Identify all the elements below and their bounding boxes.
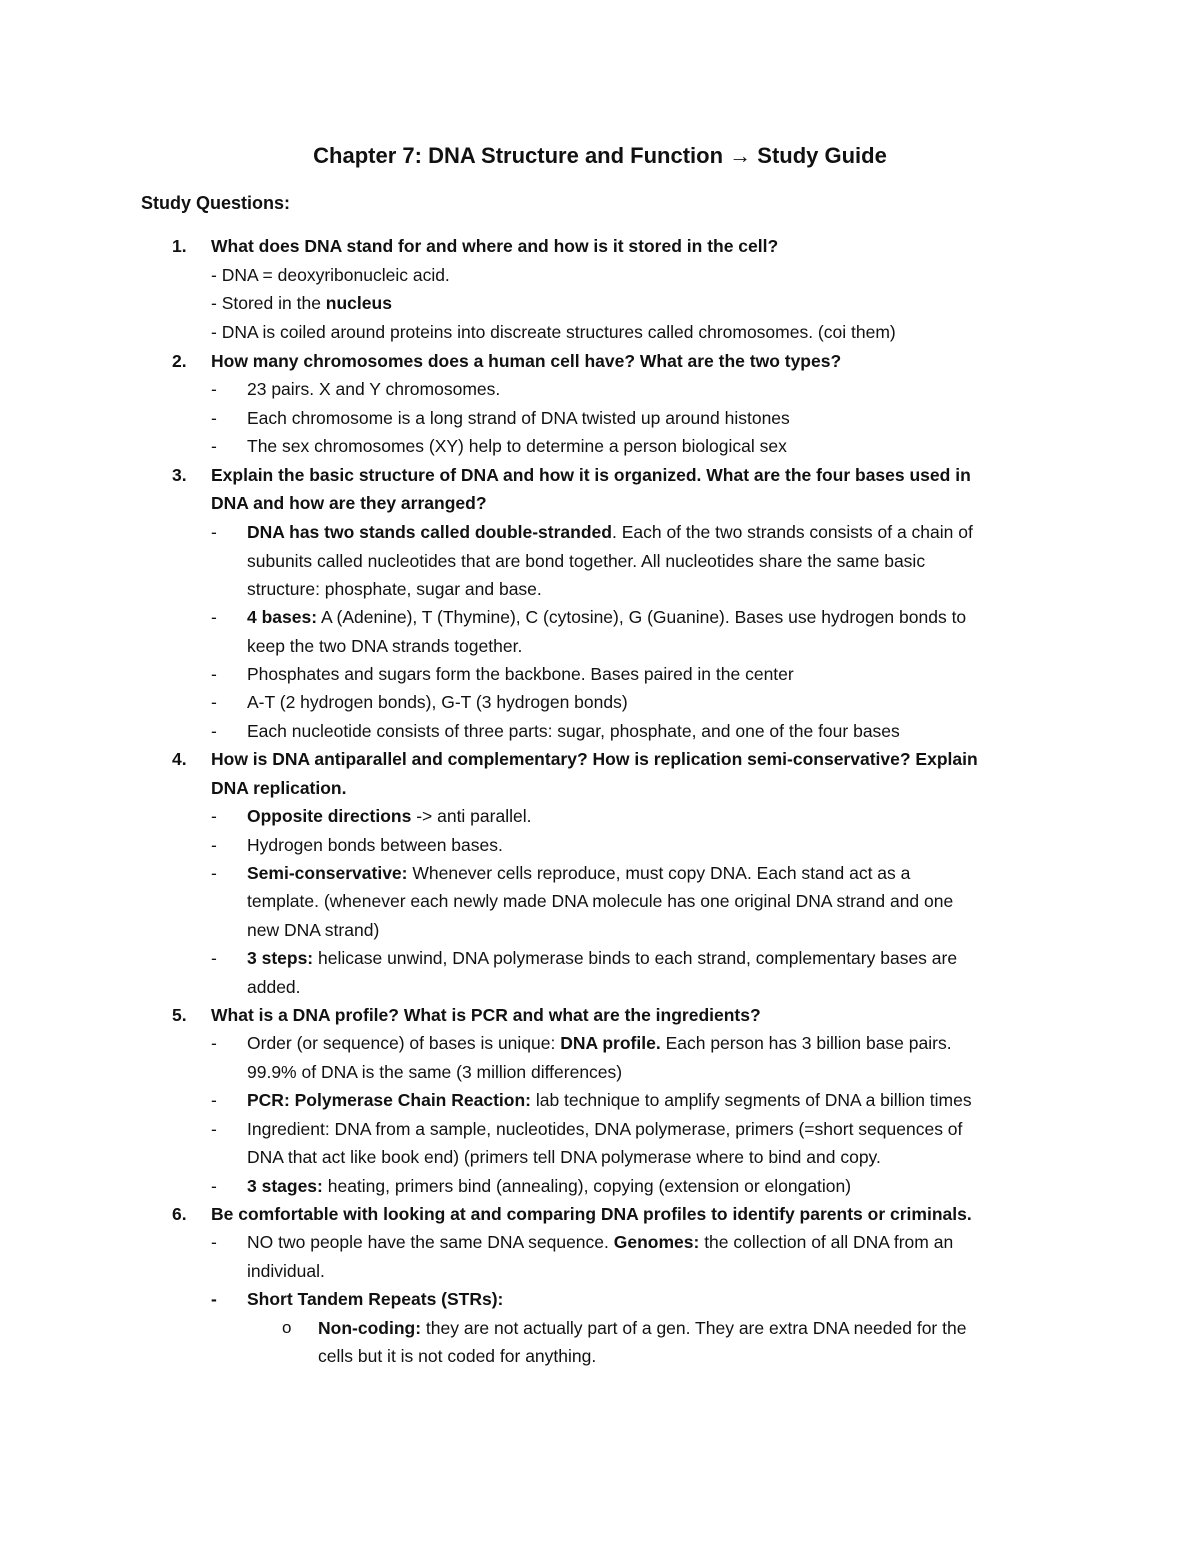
- answer-line: The sex chromosomes (XY) help to determine a person biological sex: [247, 436, 787, 456]
- answer-emphasis: PCR: Polymerase Chain Reaction:: [247, 1090, 531, 1110]
- answer-line: [211, 290, 392, 316]
- answer-line: Hydrogen bonds between bases.: [247, 835, 503, 855]
- dash-bullet: -: [211, 1090, 217, 1110]
- answer-line: keep the two DNA strands together.: [247, 636, 523, 656]
- answer-text: Each person has 3 billion base pairs.: [660, 1033, 952, 1053]
- answer-emphasis: Genomes:: [613, 1232, 700, 1252]
- dash-bullet: -: [211, 1033, 217, 1053]
- page-title: Chapter 7: DNA Structure and Function → Study Guide: [313, 143, 887, 168]
- answer-line: 99.9% of DNA is the same (3 million differences): [247, 1062, 623, 1082]
- answer-text: NO two people have the same DNA sequence.: [247, 1232, 614, 1252]
- dash-bullet: -: [211, 806, 217, 826]
- dash-bullet: -: [211, 379, 217, 399]
- answer-line: subunits called nucleotides that are bond together. All nucleotides share the same basic: [247, 551, 926, 571]
- answer-text: lab technique to amplify segments of DNA a billion times: [530, 1090, 972, 1110]
- question-1: What does DNA stand for and where and how is it stored in the cell?: [211, 236, 779, 256]
- answer-line: [247, 803, 531, 829]
- question-number: 1.: [172, 236, 187, 256]
- answer-line: new DNA strand): [247, 920, 380, 940]
- dash-bullet: -: [211, 408, 217, 428]
- answer-emphasis: nucleus: [325, 293, 392, 313]
- answer-text: helicase unwind, DNA polymerase binds to each strand, complementary bases are: [313, 948, 958, 968]
- question-number: 6.: [172, 1204, 187, 1224]
- question-4: How is DNA antiparallel and complementary? How is replication semi-conservative? Explain: [211, 749, 978, 769]
- circle-bullet: o: [282, 1318, 292, 1337]
- answer-line: A-T (2 hydrogen bonds), G-T (3 hydrogen bonds): [247, 692, 628, 712]
- answer-text: Whenever cells reproduce, must copy DNA. Each stand act as a: [407, 863, 911, 883]
- answer-emphasis: 3 stages:: [247, 1176, 323, 1196]
- question-2: How many chromosomes does a human cell have? What are the two types?: [211, 351, 842, 371]
- question-number: 2.: [172, 351, 187, 371]
- answer-line: - DNA is coiled around proteins into discreate structures called chromosomes. (coi them): [211, 322, 896, 342]
- dash-bullet: -: [211, 1176, 217, 1196]
- answer-line: [247, 860, 910, 886]
- answer-line: Ingredient: DNA from a sample, nucleotides, DNA polymerase, primers (=short sequences of: [247, 1119, 963, 1139]
- dash-bullet: -: [211, 1232, 217, 1252]
- question-5: What is a DNA profile? What is PCR and what are the ingredients?: [211, 1005, 761, 1025]
- sub-answer-line: cells but it is not coded for anything.: [318, 1346, 597, 1366]
- answer-line: [247, 1030, 952, 1056]
- answer-text: A (Adenine), T (Thymine), C (cytosine), G (Guanine). Bases use hydrogen bonds to: [317, 607, 967, 627]
- answer-emphasis: Opposite directions: [247, 806, 412, 826]
- answer-text: - Stored in the: [211, 293, 326, 313]
- question-number: 5.: [172, 1005, 187, 1025]
- answer-emphasis: DNA profile.: [560, 1033, 661, 1053]
- dash-bullet: -: [211, 835, 217, 855]
- answer-line: [247, 1286, 503, 1312]
- question-number: 3.: [172, 465, 187, 485]
- answer-line: added.: [247, 977, 301, 997]
- dash-bullet: -: [211, 1119, 217, 1139]
- sub-answer-line: [318, 1315, 966, 1341]
- dash-bullet: -: [211, 692, 217, 712]
- dash-bullet: -: [211, 664, 217, 684]
- answer-line: [247, 1229, 953, 1255]
- question-4-cont: DNA replication.: [211, 778, 347, 798]
- answer-line: [247, 604, 966, 630]
- answer-emphasis: Non-coding:: [318, 1318, 422, 1338]
- answer-line: [247, 945, 957, 971]
- answer-emphasis: 4 bases:: [247, 607, 318, 627]
- answer-line: Phosphates and sugars form the backbone. Bases paired in the center: [247, 664, 794, 684]
- answer-line: 23 pairs. X and Y chromosomes.: [247, 379, 501, 399]
- dash-bullet: -: [211, 721, 217, 741]
- answer-emphasis: 3 steps:: [247, 948, 314, 968]
- answer-text: . Each of the two strands consists of a chain of: [611, 522, 973, 542]
- section-heading: Study Questions:: [141, 193, 291, 213]
- dash-bullet: -: [211, 948, 217, 968]
- answer-emphasis: Semi-conservative:: [247, 863, 408, 883]
- answer-text: Order (or sequence) of bases is unique:: [247, 1033, 561, 1053]
- dash-bullet: -: [211, 436, 217, 456]
- answer-line: individual.: [247, 1261, 325, 1281]
- answer-text: the collection of all DNA from an: [699, 1232, 954, 1252]
- question-6: Be comfortable with looking at and comparing DNA profiles to identify parents or criminals.: [211, 1204, 972, 1224]
- dash-bullet: -: [211, 607, 217, 627]
- answer-line: [247, 519, 973, 545]
- answer-line: [247, 1173, 851, 1199]
- answer-emphasis: DNA has two stands called double-stranded: [247, 522, 612, 542]
- answer-line: - DNA = deoxyribonucleic acid.: [211, 265, 450, 285]
- answer-line: [247, 1087, 972, 1113]
- dash-bullet: -: [211, 522, 217, 542]
- answer-line: structure: phosphate, sugar and base.: [247, 579, 542, 599]
- answer-text: -> anti parallel.: [411, 806, 532, 826]
- dash-bullet: -: [211, 1289, 217, 1309]
- answer-line: template. (whenever each newly made DNA molecule has one original DNA strand and one: [247, 891, 954, 911]
- dash-bullet: -: [211, 863, 217, 883]
- answer-text: heating, primers bind (annealing), copying (extension or elongation): [322, 1176, 852, 1196]
- answer-line: Each chromosome is a long strand of DNA twisted up around histones: [247, 408, 790, 428]
- answer-emphasis: Short Tandem Repeats (STRs):: [247, 1289, 504, 1309]
- answer-line: Each nucleotide consists of three parts: sugar, phosphate, and one of the four bases: [247, 721, 900, 741]
- question-3-cont: DNA and how are they arranged?: [211, 493, 487, 513]
- answer-line: DNA that act like book end) (primers tell DNA polymerase where to bind and copy.: [247, 1147, 881, 1167]
- question-3: Explain the basic structure of DNA and how it is organized. What are the four bases used in: [211, 465, 971, 485]
- question-number: 4.: [172, 749, 187, 769]
- answer-text: they are not actually part of a gen. They are extra DNA needed for the: [421, 1318, 967, 1338]
